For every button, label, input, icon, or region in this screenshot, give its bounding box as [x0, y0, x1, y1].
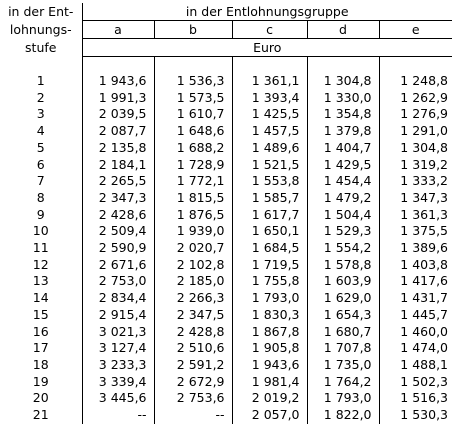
table-row [0, 157, 452, 174]
value-cell-c: 1 981,4 [232, 374, 307, 391]
value-cell-b: 2 510,6 [154, 340, 232, 357]
table-row [0, 190, 452, 207]
stufe-cell: 19 [0, 374, 82, 391]
value-cell-e: 1 361,3 [400, 206, 448, 222]
column-header-d: d [307, 21, 379, 39]
value-cell-a: 2 590,9 [82, 240, 154, 257]
value-cell-e: 1 530,3 [400, 407, 448, 423]
stufe-cell: 14 [0, 290, 82, 307]
value-cell-a: 2 753,0 [82, 273, 154, 290]
value-cell-e: 1 502,3 [400, 373, 448, 389]
stufe-cell: 16 [0, 324, 82, 341]
table-row [0, 140, 452, 157]
value-cell-a: 1 991,3 [82, 90, 154, 107]
table-row [0, 123, 452, 140]
value-cell-b: 2 672,9 [154, 374, 232, 391]
value-cell-d: 1 793,0 [307, 390, 379, 407]
value-cell-e: 1 474,0 [400, 340, 448, 356]
value-cell-d: 1 707,8 [307, 340, 379, 357]
value-cell-b: 1 573,5 [154, 90, 232, 107]
stufe-cell: 17 [0, 340, 82, 357]
value-cell-b: 2 266,3 [154, 290, 232, 307]
stub-header-line-1: in der Ent- [0, 3, 82, 21]
table-row [0, 290, 452, 307]
value-cell-d: 1 764,2 [307, 374, 379, 391]
value-cell-b: 1 939,0 [154, 223, 232, 240]
value-cell-a: 2 265,5 [82, 173, 154, 190]
column-header-a: a [82, 21, 154, 39]
spacer-cell [379, 57, 452, 74]
value-cell-b: 2 185,0 [154, 273, 232, 290]
value-cell-b: 1 610,7 [154, 106, 232, 123]
stufe-cell: 13 [0, 273, 82, 290]
value-cell-d: 1 479,2 [307, 190, 379, 207]
column-header-b: b [154, 21, 232, 39]
value-cell-b: 2 753,6 [154, 390, 232, 407]
value-cell-b: 1 728,9 [154, 157, 232, 174]
value-cell-c: 1 489,6 [232, 140, 307, 157]
table-row [0, 340, 452, 357]
value-cell-c: 1 425,5 [232, 106, 307, 123]
stufe-cell: 18 [0, 357, 82, 374]
table-row [0, 207, 452, 224]
value-cell-c: 1 457,5 [232, 123, 307, 140]
table-row [0, 240, 452, 257]
spacer-cell [232, 57, 307, 74]
value-cell-c: 1 684,5 [232, 240, 307, 257]
value-cell-d: 1 304,8 [307, 73, 379, 90]
spacer-cell [307, 57, 379, 74]
value-cell-e: 1 276,9 [400, 106, 448, 122]
group-title: in der Entlohnungsgruppe [82, 3, 452, 21]
value-cell-c: 1 361,1 [232, 73, 307, 90]
spacer-cell [154, 57, 232, 74]
table-header [0, 3, 452, 73]
value-cell-a: 3 233,3 [82, 357, 154, 374]
value-cell-a: 3 021,3 [82, 324, 154, 341]
value-cell-d: 1 629,0 [307, 290, 379, 307]
value-cell-b: 1 648,6 [154, 123, 232, 140]
value-cell-c: 1 755,8 [232, 273, 307, 290]
stufe-cell: 12 [0, 257, 82, 274]
stufe-cell: 21 [0, 407, 82, 424]
value-cell-c: 1 867,8 [232, 324, 307, 341]
table-row [0, 324, 452, 341]
value-cell-e: 1 333,2 [400, 173, 448, 189]
value-cell-c: 1 393,4 [232, 90, 307, 107]
value-cell-c: 1 585,7 [232, 190, 307, 207]
value-cell-e: 1 417,6 [400, 273, 448, 289]
table-row [0, 73, 452, 90]
column-header-e: e [379, 21, 452, 39]
value-cell-a: 2 671,6 [82, 257, 154, 274]
value-cell-e: 1 375,5 [400, 223, 448, 239]
value-cell-a: 2 428,6 [82, 207, 154, 224]
table-row [0, 357, 452, 374]
value-cell-d: 1 529,3 [307, 223, 379, 240]
value-cell-e: 1 403,8 [400, 256, 448, 272]
table-row [0, 223, 452, 240]
value-cell-a: 2 834,4 [82, 290, 154, 307]
value-cell-e: 1 516,3 [400, 390, 448, 406]
value-cell-e: 1 488,1 [400, 356, 448, 372]
value-cell-e: 1 262,9 [400, 89, 448, 105]
value-cell-e: 1 389,6 [400, 240, 448, 256]
value-cell-a: 2 184,1 [82, 157, 154, 174]
value-cell-d: 1 654,3 [307, 307, 379, 324]
stufe-cell: 8 [0, 190, 82, 207]
value-cell-b: 1 536,3 [154, 73, 232, 90]
value-cell-c: 1 830,3 [232, 307, 307, 324]
value-cell-a: 2 087,7 [82, 123, 154, 140]
value-cell-a: 3 339,4 [82, 374, 154, 391]
value-cell-d: 1 404,7 [307, 140, 379, 157]
value-cell-d: 1 680,7 [307, 324, 379, 341]
value-cell-c: 1 793,0 [232, 290, 307, 307]
value-cell-d: 1 379,8 [307, 123, 379, 140]
value-cell-d: 1 735,0 [307, 357, 379, 374]
stufe-cell: 2 [0, 90, 82, 107]
value-cell-e: 1 431,7 [400, 290, 448, 306]
value-cell-c: 1 521,5 [232, 157, 307, 174]
value-cell-e: 1 347,3 [400, 189, 448, 205]
stufe-cell: 9 [0, 207, 82, 224]
value-cell-e: 1 304,8 [400, 139, 448, 155]
value-cell-b: 1 688,2 [154, 140, 232, 157]
spacer-cell [0, 57, 82, 74]
value-cell-e: 1 291,0 [400, 123, 448, 139]
stufe-cell: 20 [0, 390, 82, 407]
value-cell-d: 1 330,0 [307, 90, 379, 107]
table-row [0, 307, 452, 324]
column-header-c: c [232, 21, 307, 39]
table-row [0, 257, 452, 274]
value-cell-a: 2 135,8 [82, 140, 154, 157]
value-cell-b: 1 815,5 [154, 190, 232, 207]
value-cell-e: 1 460,0 [400, 323, 448, 339]
value-cell-c: 1 617,7 [232, 207, 307, 224]
value-cell-a: -- [82, 407, 154, 424]
value-cell-b: 2 591,2 [154, 357, 232, 374]
value-cell-c: 2 057,0 [232, 407, 307, 424]
table-row [0, 273, 452, 290]
value-cell-c: 1 943,6 [232, 357, 307, 374]
value-cell-a: 2 347,3 [82, 190, 154, 207]
value-cell-d: 1 578,8 [307, 257, 379, 274]
table-body [0, 73, 452, 424]
value-cell-c: 1 719,5 [232, 257, 307, 274]
value-cell-c: 1 650,1 [232, 223, 307, 240]
table-row [0, 90, 452, 107]
stub-header-line-3: stufe [0, 39, 82, 57]
value-cell-a: 2 509,4 [82, 223, 154, 240]
value-cell-b: -- [154, 407, 232, 424]
value-cell-d: 1 603,9 [307, 273, 379, 290]
value-cell-b: 1 772,1 [154, 173, 232, 190]
spacer-cell [82, 57, 154, 74]
value-cell-d: 1 822,0 [307, 407, 379, 424]
value-cell-d: 1 454,4 [307, 173, 379, 190]
value-cell-a: 3 127,4 [82, 340, 154, 357]
value-cell-d: 1 354,8 [307, 106, 379, 123]
value-cell-a: 2 915,4 [82, 307, 154, 324]
salary-table [0, 3, 452, 424]
value-cell-a: 2 039,5 [82, 106, 154, 123]
value-cell-d: 1 504,4 [307, 207, 379, 224]
value-cell-d: 1 429,5 [307, 157, 379, 174]
value-cell-b: 2 102,8 [154, 257, 232, 274]
table-row [0, 407, 452, 424]
stufe-cell: 3 [0, 106, 82, 123]
stufe-cell: 10 [0, 223, 82, 240]
value-cell-a: 3 445,6 [82, 390, 154, 407]
value-cell-e: 1 445,7 [400, 306, 448, 322]
stufe-cell: 11 [0, 240, 82, 257]
table-row [0, 106, 452, 123]
value-cell-b: 2 020,7 [154, 240, 232, 257]
value-cell-e: 1 319,2 [400, 156, 448, 172]
stufe-cell: 5 [0, 140, 82, 157]
value-cell-c: 1 553,8 [232, 173, 307, 190]
value-cell-d: 1 554,2 [307, 240, 379, 257]
value-cell-b: 1 876,5 [154, 207, 232, 224]
stufe-cell: 6 [0, 157, 82, 174]
stub-header-line-2: lohnungs- [0, 21, 82, 39]
value-cell-b: 2 347,5 [154, 307, 232, 324]
value-cell-c: 1 905,8 [232, 340, 307, 357]
value-cell-b: 2 428,8 [154, 324, 232, 341]
unit-label: Euro [82, 39, 452, 57]
value-cell-a: 1 943,6 [82, 73, 154, 90]
table-row [0, 173, 452, 190]
table-row [0, 390, 452, 407]
stufe-cell: 15 [0, 307, 82, 324]
table-row [0, 374, 452, 391]
stufe-cell: 7 [0, 173, 82, 190]
value-cell-c: 2 019,2 [232, 390, 307, 407]
value-cell-e: 1 248,8 [400, 73, 448, 88]
stufe-cell: 4 [0, 123, 82, 140]
stufe-cell: 1 [0, 73, 82, 90]
